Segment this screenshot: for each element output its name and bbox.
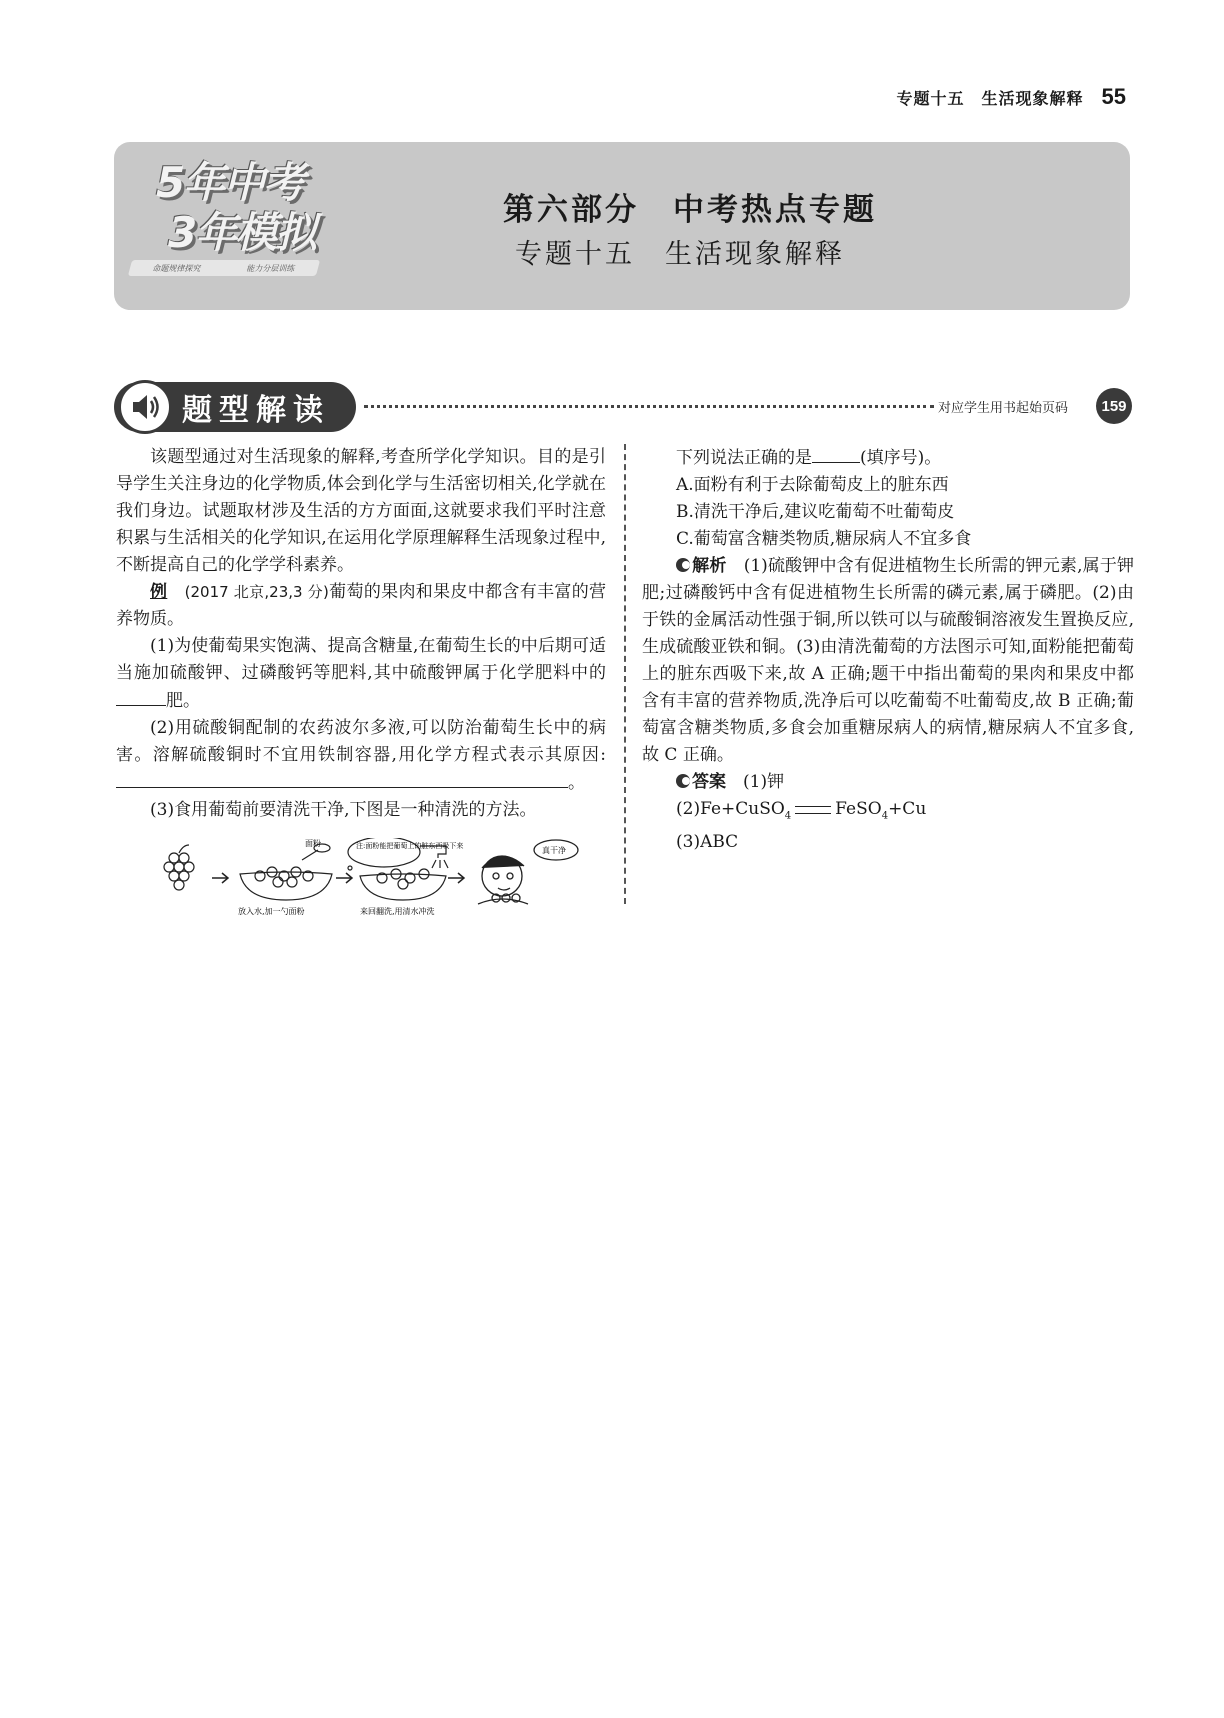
- intro-paragraph: 该题型通过对生活现象的解释,考查所学化学知识。目的是引导学生关注身边的化学物质,体会到化学与生活密切相关,化学就在我们身边。试题取材涉及生活的方方面面,这就要求我们平时注意积累与生活相关的化学知识,在运用化学原理解释生活现象过程中,不断提高自己的化学学科素养。: [116, 447, 606, 575]
- analysis-text: (1)硫酸钾中含有促进植物生长所需的钾元素,属于钾肥;过磷酸钙中含有促进植物生长所需的磷元素,属于磷肥。(2)由于铁的金属活动性强于铜,所以铁可以与硫酸铜溶液发生置换反应,生成硫酸亚铁和铜。(3)由清洗葡萄的方法图示可知,面粉能把葡萄上的脏东西吸下来,故 A 正确;题干中指出葡萄的果肉和果皮中都含有丰富的营养物质,洗净后可以吃葡萄不吐葡萄皮,故 B 正确;葡萄富含糖类物质,多食会加重糖尿病人的病情,糖尿病人不宜多食,故 C 正确。: [642, 556, 1135, 765]
- logo-line1: 5年中考: [156, 158, 304, 207]
- question-3-prompt-end: (填序号)。: [860, 448, 942, 468]
- answer-line-2: [642, 796, 1134, 829]
- equation-subscript-1: 4: [784, 810, 792, 822]
- analysis-label: 解析: [692, 556, 727, 576]
- option-c: C.葡萄富含糖类物质,糖尿病人不宜多食: [676, 529, 972, 549]
- question-3-prompt-text: 下列说法正确的是: [676, 448, 812, 468]
- question-1-end: 肥。: [166, 691, 200, 711]
- answer-marker-icon: [676, 774, 690, 788]
- logo-tag-left: 命题规律探究: [151, 263, 203, 273]
- caption-step-2: 来回翻洗,用清水冲洗: [360, 907, 435, 916]
- flour-label: 面粉: [305, 839, 321, 848]
- example-label: 例: [150, 582, 168, 602]
- section-title: 题型解读: [182, 393, 330, 428]
- grape-bunch-icon: [164, 845, 194, 890]
- grape-washing-illustration: [160, 838, 600, 918]
- analysis-paragraph: [642, 553, 1134, 769]
- equation-equals-sign: [795, 806, 831, 814]
- topic-title: 专题十五 生活现象解释: [515, 239, 845, 270]
- answer-1: (1)钾: [743, 772, 785, 792]
- question-2-end: 。: [568, 773, 585, 793]
- question-3: (3)食用葡萄前要清洗干净,下图是一种清洗的方法。: [150, 800, 537, 820]
- logo-plate: [128, 260, 320, 276]
- answer-blank-1: [116, 687, 166, 706]
- example-stem: [116, 579, 606, 633]
- column-divider: [624, 444, 626, 904]
- left-column: [116, 444, 606, 824]
- part-title: 第六部分 中考热点专题: [503, 192, 877, 228]
- answer-blank-2: [116, 769, 568, 788]
- running-header-topic: 专题十五 生活现象解释: [896, 89, 1084, 108]
- equation-product: FeSO: [835, 799, 882, 819]
- analysis-marker-icon: [676, 558, 690, 572]
- running-header: [897, 84, 1127, 110]
- equation-product-2: +Cu: [888, 799, 927, 819]
- question-2-text: (2)用硫酸铜配制的农药波尔多液,可以防治葡萄生长中的病害。溶解硫酸铜时不宜用铁制容器,用化学方程式表示其原因:: [116, 718, 606, 765]
- logo-tag-right: 能力分层训练: [245, 263, 297, 273]
- equation-reactants: (2)Fe+CuSO: [676, 799, 785, 819]
- answer-line-1: [642, 769, 1134, 796]
- question-3-prompt: [642, 444, 1134, 472]
- question-1: [116, 633, 606, 715]
- example-stem-text: 葡萄的果肉和果皮中都含有丰富的营养物质。: [116, 582, 607, 629]
- answer-line-3: (3)ABC: [676, 832, 739, 853]
- page-number: 55: [1101, 84, 1126, 109]
- page-reference-note: 对应学生用书起始页码: [938, 401, 1069, 416]
- speaker-icon: [118, 380, 172, 434]
- question-2: [116, 715, 606, 797]
- question-1-text: (1)为使葡萄果实饱满、提高含糖量,在葡萄生长的中后期可适当施加硫酸钾、过磷酸钙等肥料,其中硫酸钾属于化学肥料中的: [116, 636, 606, 683]
- page-reference-badge: 159: [1096, 388, 1132, 424]
- speech-bubble-text: 真干净: [542, 846, 566, 855]
- book-logo: [114, 150, 344, 300]
- answer-blank-3: [812, 444, 860, 463]
- logo-line2: 3年模拟: [168, 208, 316, 257]
- option-b: B.清洗干净后,建议吃葡萄不吐葡萄皮: [676, 502, 955, 522]
- equation-subscript-2: 4: [881, 810, 889, 822]
- option-a: A.面粉有利于去除葡萄皮上的脏东西: [676, 475, 949, 495]
- thought-bubble-text: 注:面粉能把葡萄上的脏东西吸下来: [356, 842, 464, 850]
- right-column: [642, 444, 1134, 856]
- example-source: (2017 北京,23,3 分): [184, 583, 329, 601]
- answer-label: 答案: [692, 772, 726, 792]
- dotted-leader: [364, 405, 934, 408]
- caption-step-1: 放入水,加一勺面粉: [238, 907, 305, 916]
